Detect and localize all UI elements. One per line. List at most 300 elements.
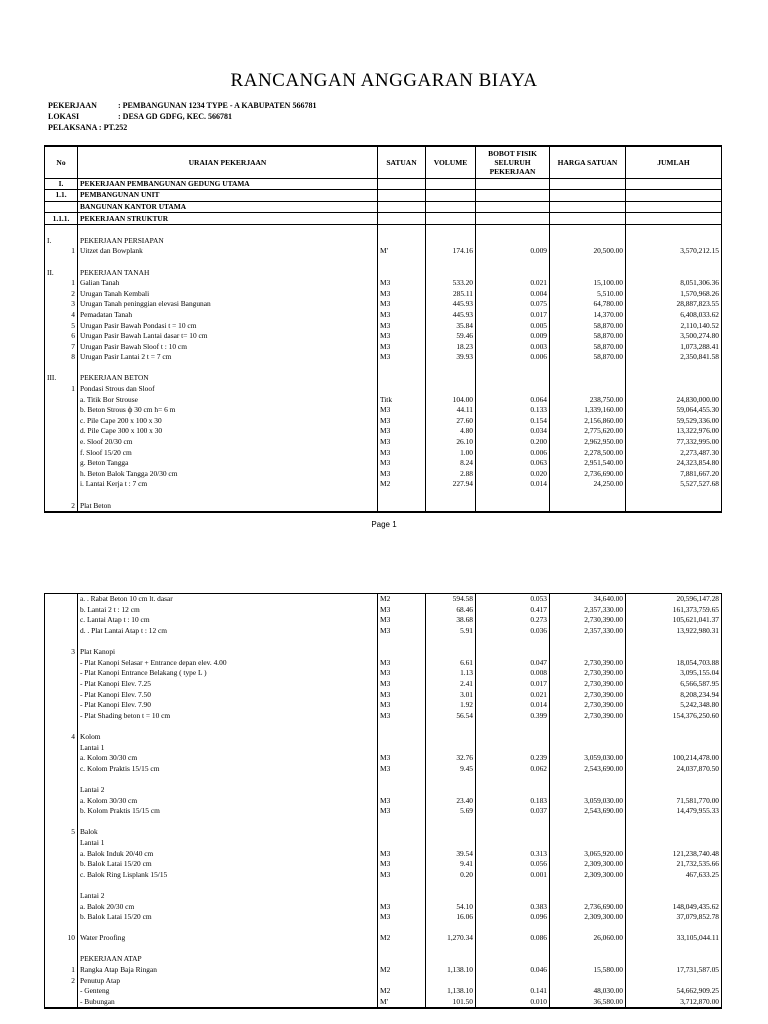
cell-uraian: i. Lantai Kerja t : 7 cm xyxy=(78,479,378,490)
cell-satuan xyxy=(378,838,426,849)
cell-harga xyxy=(550,213,626,225)
table-row xyxy=(45,213,722,225)
cell-satuan: M3 xyxy=(378,320,426,331)
cell-volume: 44.11 xyxy=(426,405,476,416)
cell-satuan: M3 xyxy=(378,848,426,859)
cell-jumlah: 1,073,288.41 xyxy=(626,341,722,352)
cell-harga xyxy=(550,201,626,213)
table-row xyxy=(45,267,722,278)
cell-uraian xyxy=(78,944,378,955)
cell-volume xyxy=(426,647,476,658)
table-row xyxy=(45,785,722,796)
cell-bobot: 0.417 xyxy=(476,605,550,616)
cell-jumlah xyxy=(626,975,722,986)
cell-bobot: 0.014 xyxy=(476,479,550,490)
page-footer: Page 1 xyxy=(371,520,397,529)
cell-jumlah: 2,350,841.58 xyxy=(626,352,722,363)
cell-jumlah: 13,922,980.31 xyxy=(626,626,722,637)
cell-bobot xyxy=(476,774,550,785)
table-row xyxy=(45,647,722,658)
cell-jumlah xyxy=(626,213,722,225)
cell-uraian: b. Balok Latai 15/20 cm xyxy=(78,859,378,870)
cell-uraian: c. Lantai Atap t : 10 cm xyxy=(78,615,378,626)
cell-uraian xyxy=(78,774,378,785)
table-row xyxy=(45,944,722,955)
table-body-page-1 xyxy=(45,178,722,512)
cell-bobot xyxy=(476,201,550,213)
cell-bobot xyxy=(476,257,550,268)
lokasi-label: LOKASI xyxy=(48,112,80,121)
table-row xyxy=(45,394,722,405)
cell-harga: 2,543,690.00 xyxy=(550,806,626,817)
cell-no xyxy=(45,363,78,374)
cell-volume: 445.93 xyxy=(426,310,476,321)
cell-uraian: PEKERJAAN TANAH xyxy=(78,267,378,278)
cell-no: I. xyxy=(45,178,78,190)
cell-uraian: Lantai 2 xyxy=(78,785,378,796)
cell-bobot: 0.004 xyxy=(476,288,550,299)
table-row xyxy=(45,700,722,711)
cell-no xyxy=(45,721,78,732)
table-body-page-2 xyxy=(45,594,722,1009)
cell-harga: 34,640.00 xyxy=(550,594,626,605)
cell-bobot xyxy=(476,954,550,965)
cell-harga: 64,780.00 xyxy=(550,299,626,310)
cell-satuan: M3 xyxy=(378,689,426,700)
cell-uraian xyxy=(78,636,378,647)
cell-satuan: M3 xyxy=(378,795,426,806)
cell-bobot: 0.062 xyxy=(476,764,550,775)
table-row xyxy=(45,437,722,448)
cell-harga xyxy=(550,732,626,743)
cell-no xyxy=(45,636,78,647)
cell-bobot: 0.086 xyxy=(476,933,550,944)
table-row xyxy=(45,658,722,669)
cell-bobot xyxy=(476,267,550,278)
cell-volume xyxy=(426,816,476,827)
table-row xyxy=(45,753,722,764)
cell-bobot xyxy=(476,190,550,202)
cell-harga: 2,736,690.00 xyxy=(550,901,626,912)
cell-volume xyxy=(426,201,476,213)
cell-satuan: M3 xyxy=(378,700,426,711)
cell-volume: 5.69 xyxy=(426,806,476,817)
cell-jumlah: 54,662,909.25 xyxy=(626,986,722,997)
cell-satuan: M3 xyxy=(378,352,426,363)
cell-satuan: M3 xyxy=(378,426,426,437)
cell-harga: 5,510.00 xyxy=(550,288,626,299)
cell-harga xyxy=(550,257,626,268)
cell-bobot xyxy=(476,213,550,225)
table-row xyxy=(45,310,722,321)
table-row xyxy=(45,827,722,838)
cell-harga xyxy=(550,975,626,986)
col-header-no: No xyxy=(45,146,78,178)
cell-volume: 6.61 xyxy=(426,658,476,669)
cell-no: 1.1. xyxy=(45,190,78,202)
cell-volume xyxy=(426,178,476,190)
table-row xyxy=(45,320,722,331)
cell-uraian: PEKERJAAN ATAP xyxy=(78,954,378,965)
table-row xyxy=(45,901,722,912)
cell-uraian: - Genteng xyxy=(78,986,378,997)
cell-volume xyxy=(426,954,476,965)
rab-table-page-1 xyxy=(44,145,722,513)
cell-harga xyxy=(550,891,626,902)
cell-bobot: 0.020 xyxy=(476,469,550,480)
cell-volume: 104.00 xyxy=(426,394,476,405)
cell-satuan xyxy=(378,922,426,933)
cell-volume: 227.94 xyxy=(426,479,476,490)
cell-volume xyxy=(426,190,476,202)
cell-bobot xyxy=(476,944,550,955)
cell-harga: 2,730,390.00 xyxy=(550,668,626,679)
cell-jumlah: 18,054,703.88 xyxy=(626,658,722,669)
table-row xyxy=(45,416,722,427)
table-row xyxy=(45,278,722,289)
cell-satuan: M2 xyxy=(378,479,426,490)
table-row xyxy=(45,816,722,827)
cell-no xyxy=(45,605,78,616)
cell-uraian: Lantai 1 xyxy=(78,838,378,849)
cell-volume: 4.80 xyxy=(426,426,476,437)
cell-harga: 1,339,160.00 xyxy=(550,405,626,416)
cell-no xyxy=(45,458,78,469)
cell-volume xyxy=(426,732,476,743)
cell-satuan: M3 xyxy=(378,605,426,616)
cell-jumlah: 14,479,955.33 xyxy=(626,806,722,817)
cell-bobot: 0.183 xyxy=(476,795,550,806)
cell-bobot xyxy=(476,224,550,235)
table-row xyxy=(45,891,722,902)
cell-satuan xyxy=(378,363,426,374)
table-row xyxy=(45,912,722,923)
cell-no xyxy=(45,954,78,965)
cell-volume: 26.10 xyxy=(426,437,476,448)
table-row xyxy=(45,869,722,880)
table-row xyxy=(45,626,722,637)
table-row xyxy=(45,721,722,732)
cell-jumlah: 8,208,234.94 xyxy=(626,689,722,700)
cell-satuan xyxy=(378,190,426,202)
cell-harga xyxy=(550,954,626,965)
cell-bobot: 0.075 xyxy=(476,299,550,310)
cell-satuan xyxy=(378,235,426,246)
cell-harga: 58,870.00 xyxy=(550,331,626,342)
cell-bobot: 0.063 xyxy=(476,458,550,469)
cell-satuan: M3 xyxy=(378,626,426,637)
cell-no xyxy=(45,869,78,880)
cell-no xyxy=(45,986,78,997)
cell-bobot: 0.141 xyxy=(476,986,550,997)
cell-jumlah xyxy=(626,838,722,849)
cell-volume: 2.41 xyxy=(426,679,476,690)
cell-satuan: M3 xyxy=(378,447,426,458)
cell-satuan: M2 xyxy=(378,965,426,976)
cell-volume: 533.20 xyxy=(426,278,476,289)
cell-bobot: 0.021 xyxy=(476,689,550,700)
col-header-harga: HARGA SATUAN xyxy=(550,146,626,178)
cell-jumlah: 17,731,587.05 xyxy=(626,965,722,976)
document-title: RANCANGAN ANGGARAN BIAYA xyxy=(230,70,538,91)
cell-satuan xyxy=(378,267,426,278)
cell-bobot xyxy=(476,647,550,658)
cell-volume: 18.23 xyxy=(426,341,476,352)
cell-jumlah: 467,633.25 xyxy=(626,869,722,880)
cell-satuan xyxy=(378,224,426,235)
cell-jumlah xyxy=(626,647,722,658)
cell-harga: 2,730,390.00 xyxy=(550,658,626,669)
cell-uraian: a. . Rabat Beton 10 cm lt. dasar xyxy=(78,594,378,605)
cell-uraian xyxy=(78,922,378,933)
cell-bobot: 0.047 xyxy=(476,658,550,669)
table-row xyxy=(45,341,722,352)
cell-volume: 39.93 xyxy=(426,352,476,363)
cell-no xyxy=(45,774,78,785)
cell-jumlah xyxy=(626,190,722,202)
cell-bobot xyxy=(476,742,550,753)
cell-harga: 2,951,540.00 xyxy=(550,458,626,469)
cell-bobot: 0.017 xyxy=(476,679,550,690)
cell-no: 5 xyxy=(45,827,78,838)
cell-volume: 1,138.10 xyxy=(426,986,476,997)
cell-no: 5 xyxy=(45,320,78,331)
cell-harga: 36,580.00 xyxy=(550,997,626,1009)
cell-jumlah xyxy=(626,785,722,796)
cell-volume: 54.10 xyxy=(426,901,476,912)
col-header-jumlah: JUMLAH xyxy=(626,146,722,178)
cell-bobot: 0.008 xyxy=(476,668,550,679)
cell-no xyxy=(45,944,78,955)
cell-satuan xyxy=(378,827,426,838)
table-row xyxy=(45,363,722,374)
cell-uraian: g. Beton Tangga xyxy=(78,458,378,469)
cell-uraian: c. Balok Ring Lisplank 15/15 xyxy=(78,869,378,880)
cell-volume xyxy=(426,636,476,647)
cell-volume xyxy=(426,742,476,753)
cell-satuan: M3 xyxy=(378,288,426,299)
cell-satuan: M3 xyxy=(378,299,426,310)
cell-uraian: Penutup Atap xyxy=(78,975,378,986)
cell-bobot xyxy=(476,732,550,743)
cell-harga: 24,250.00 xyxy=(550,479,626,490)
table-row xyxy=(45,997,722,1009)
cell-volume: 445.93 xyxy=(426,299,476,310)
header-pelaksana: PELAKSANA : PT.252 xyxy=(48,123,128,132)
cell-jumlah xyxy=(626,742,722,753)
cell-no xyxy=(45,416,78,427)
cell-satuan: M2 xyxy=(378,933,426,944)
cell-no: 1 xyxy=(45,384,78,395)
cell-volume xyxy=(426,944,476,955)
cell-jumlah xyxy=(626,944,722,955)
table-row xyxy=(45,178,722,190)
cell-satuan xyxy=(378,944,426,955)
cell-uraian: - Plat Kanopi Elev. 7.25 xyxy=(78,679,378,690)
cell-no: I. xyxy=(45,235,78,246)
cell-no: 3 xyxy=(45,647,78,658)
cell-harga xyxy=(550,647,626,658)
table-row xyxy=(45,848,722,859)
cell-uraian: a. Balok 20/30 cm xyxy=(78,901,378,912)
cell-volume: 35.84 xyxy=(426,320,476,331)
cell-volume: 174.16 xyxy=(426,246,476,257)
cell-jumlah xyxy=(626,891,722,902)
cell-satuan: M3 xyxy=(378,912,426,923)
cell-harga xyxy=(550,373,626,384)
cell-satuan xyxy=(378,785,426,796)
table-row xyxy=(45,922,722,933)
cell-no xyxy=(45,764,78,775)
cell-volume: 3.01 xyxy=(426,689,476,700)
cell-harga: 48,030.00 xyxy=(550,986,626,997)
cell-uraian: b. Beton Strous ф 30 cm h= 6 m xyxy=(78,405,378,416)
cell-volume xyxy=(426,267,476,278)
cell-jumlah xyxy=(626,500,722,512)
cell-volume: 1,270.34 xyxy=(426,933,476,944)
cell-volume: 8.24 xyxy=(426,458,476,469)
cell-no xyxy=(45,447,78,458)
cell-no xyxy=(45,891,78,902)
cell-uraian: Lantai 2 xyxy=(78,891,378,902)
cell-no: 3 xyxy=(45,299,78,310)
table-row xyxy=(45,986,722,997)
cell-uraian: Kolom xyxy=(78,732,378,743)
cell-bobot: 0.017 xyxy=(476,310,550,321)
cell-volume: 68.46 xyxy=(426,605,476,616)
cell-jumlah: 3,095,155.04 xyxy=(626,668,722,679)
cell-satuan xyxy=(378,490,426,501)
table-row xyxy=(45,594,722,605)
cell-no xyxy=(45,838,78,849)
cell-jumlah: 100,214,478.00 xyxy=(626,753,722,764)
cell-jumlah xyxy=(626,954,722,965)
cell-uraian: Plat Kanopi xyxy=(78,647,378,658)
cell-harga: 2,730,390.00 xyxy=(550,615,626,626)
cell-harga xyxy=(550,838,626,849)
cell-jumlah xyxy=(626,922,722,933)
cell-bobot xyxy=(476,636,550,647)
cell-volume xyxy=(426,363,476,374)
cell-satuan: M3 xyxy=(378,458,426,469)
cell-bobot: 0.046 xyxy=(476,965,550,976)
cell-no xyxy=(45,901,78,912)
cell-no: 1 xyxy=(45,246,78,257)
cell-satuan xyxy=(378,954,426,965)
cell-satuan: M3 xyxy=(378,869,426,880)
cell-bobot: 0.021 xyxy=(476,278,550,289)
table-row xyxy=(45,838,722,849)
cell-bobot: 0.096 xyxy=(476,912,550,923)
cell-jumlah xyxy=(626,490,722,501)
cell-satuan xyxy=(378,742,426,753)
cell-volume: 2.88 xyxy=(426,469,476,480)
cell-no xyxy=(45,594,78,605)
cell-volume xyxy=(426,490,476,501)
cell-uraian xyxy=(78,816,378,827)
cell-harga xyxy=(550,816,626,827)
cell-jumlah: 3,500,274.80 xyxy=(626,331,722,342)
cell-volume: 1.13 xyxy=(426,668,476,679)
table-row xyxy=(45,469,722,480)
table-row xyxy=(45,479,722,490)
cell-uraian: PEKERJAAN PEMBANGUNAN GEDUNG UTAMA xyxy=(78,178,378,190)
cell-no xyxy=(45,711,78,722)
cell-jumlah: 8,051,306.36 xyxy=(626,278,722,289)
cell-satuan: M' xyxy=(378,246,426,257)
table-row xyxy=(45,257,722,268)
cell-uraian: Urugan Pasir Bawah Lantai dasar t= 10 cm xyxy=(78,331,378,342)
cell-harga: 2,309,300.00 xyxy=(550,912,626,923)
cell-no: 1 xyxy=(45,965,78,976)
header-pekerjaan xyxy=(48,100,316,111)
cell-uraian: Pemadatan Tanah xyxy=(78,310,378,321)
cell-no: 1 xyxy=(45,278,78,289)
cell-uraian: e. Sloof 20/30 cm xyxy=(78,437,378,448)
cell-harga xyxy=(550,384,626,395)
table-row xyxy=(45,190,722,202)
rab-table-page-2 xyxy=(44,593,722,1009)
cell-no: 6 xyxy=(45,331,78,342)
table-row xyxy=(45,352,722,363)
cell-jumlah: 7,881,667.20 xyxy=(626,469,722,480)
cell-uraian: - Bubungan xyxy=(78,997,378,1009)
cell-jumlah: 24,323,854.80 xyxy=(626,458,722,469)
cell-volume xyxy=(426,500,476,512)
cell-no xyxy=(45,658,78,669)
table-row xyxy=(45,373,722,384)
cell-no xyxy=(45,426,78,437)
cell-jumlah: 3,712,870.00 xyxy=(626,997,722,1009)
cell-harga xyxy=(550,267,626,278)
cell-volume xyxy=(426,922,476,933)
cell-uraian: Urugan Pasir Bawah Pondasi t = 10 cm xyxy=(78,320,378,331)
cell-jumlah xyxy=(626,384,722,395)
cell-satuan: M3 xyxy=(378,711,426,722)
cell-uraian: d. Pile Cape 300 x 100 x 30 xyxy=(78,426,378,437)
cell-harga: 15,580.00 xyxy=(550,965,626,976)
cell-no xyxy=(45,922,78,933)
cell-uraian: Urugan Tanah peninggian elevasi Bangunan xyxy=(78,299,378,310)
cell-bobot xyxy=(476,838,550,849)
cell-no xyxy=(45,806,78,817)
cell-harga: 2,278,500.00 xyxy=(550,447,626,458)
header-lokasi xyxy=(48,111,232,122)
cell-jumlah: 161,373,759.65 xyxy=(626,605,722,616)
cell-volume xyxy=(426,838,476,849)
col-header-satuan: SATUAN xyxy=(378,146,426,178)
cell-jumlah xyxy=(626,224,722,235)
cell-no xyxy=(45,479,78,490)
cell-harga: 3,065,920.00 xyxy=(550,848,626,859)
cell-uraian: Lantai 1 xyxy=(78,742,378,753)
cell-uraian xyxy=(78,880,378,891)
cell-jumlah: 33,105,044.11 xyxy=(626,933,722,944)
cell-no xyxy=(45,615,78,626)
cell-harga: 2,357,330.00 xyxy=(550,605,626,616)
cell-no xyxy=(45,405,78,416)
cell-jumlah: 5,242,348.80 xyxy=(626,700,722,711)
cell-uraian: - Plat Kanopi Elev. 7.90 xyxy=(78,700,378,711)
cell-satuan xyxy=(378,774,426,785)
cell-volume: 32.76 xyxy=(426,753,476,764)
cell-jumlah: 5,527,527.68 xyxy=(626,479,722,490)
cell-satuan: M3 xyxy=(378,469,426,480)
table-row xyxy=(45,615,722,626)
cell-harga xyxy=(550,224,626,235)
cell-bobot: 0.399 xyxy=(476,711,550,722)
cell-bobot xyxy=(476,178,550,190)
